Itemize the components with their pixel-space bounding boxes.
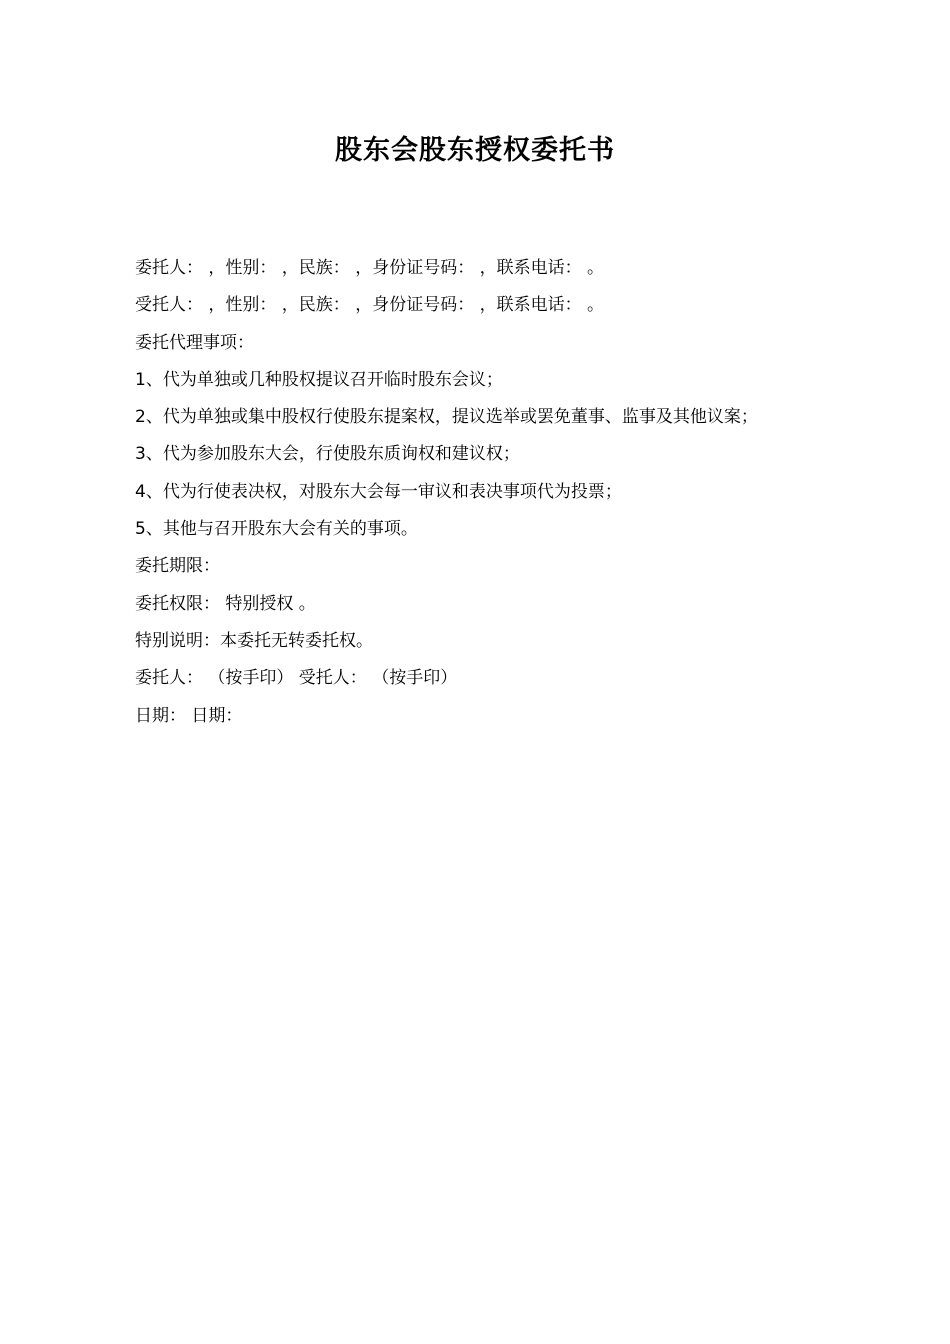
agent-info-line: 受托人： ，性别： ，民族： ，身份证号码： ，联系电话： 。 <box>135 295 605 316</box>
matter-item-3: 3、代为参加股东大会，行使股东质询权和建议权； <box>135 444 520 465</box>
matter-item-1: 1、代为单独或几种股权提议召开临时股东会议； <box>135 369 503 390</box>
entrustment-period: 委托期限： <box>135 556 220 577</box>
principal-info-line: 委托人： ，性别： ，民族： ，身份证号码： ，联系电话： 。 <box>135 258 605 278</box>
matter-item-5: 5、其他与召开股东大会有关的事项。 <box>135 519 418 540</box>
date-line: 日期： 日期： <box>135 705 243 726</box>
signature-line: 委托人： （按手印） 受托人： （按手印） <box>135 668 458 689</box>
entrusted-matters-heading: 委托代理事项： <box>135 332 254 353</box>
entrustment-authority: 委托权限： 特别授权 。 <box>135 593 316 614</box>
matter-item-2: 2、代为单独或集中股权行使股东提案权，提议选举或罢免董事、监事及其他议案； <box>135 407 758 428</box>
matter-item-4: 4、代为行使表决权，对股东大会每一审议和表决事项代为投票； <box>135 481 622 502</box>
document-title: 股东会股东授权委托书 <box>335 135 615 166</box>
special-note: 特别说明：本委托无转委托权。 <box>135 630 373 651</box>
document-body <box>135 250 915 735</box>
